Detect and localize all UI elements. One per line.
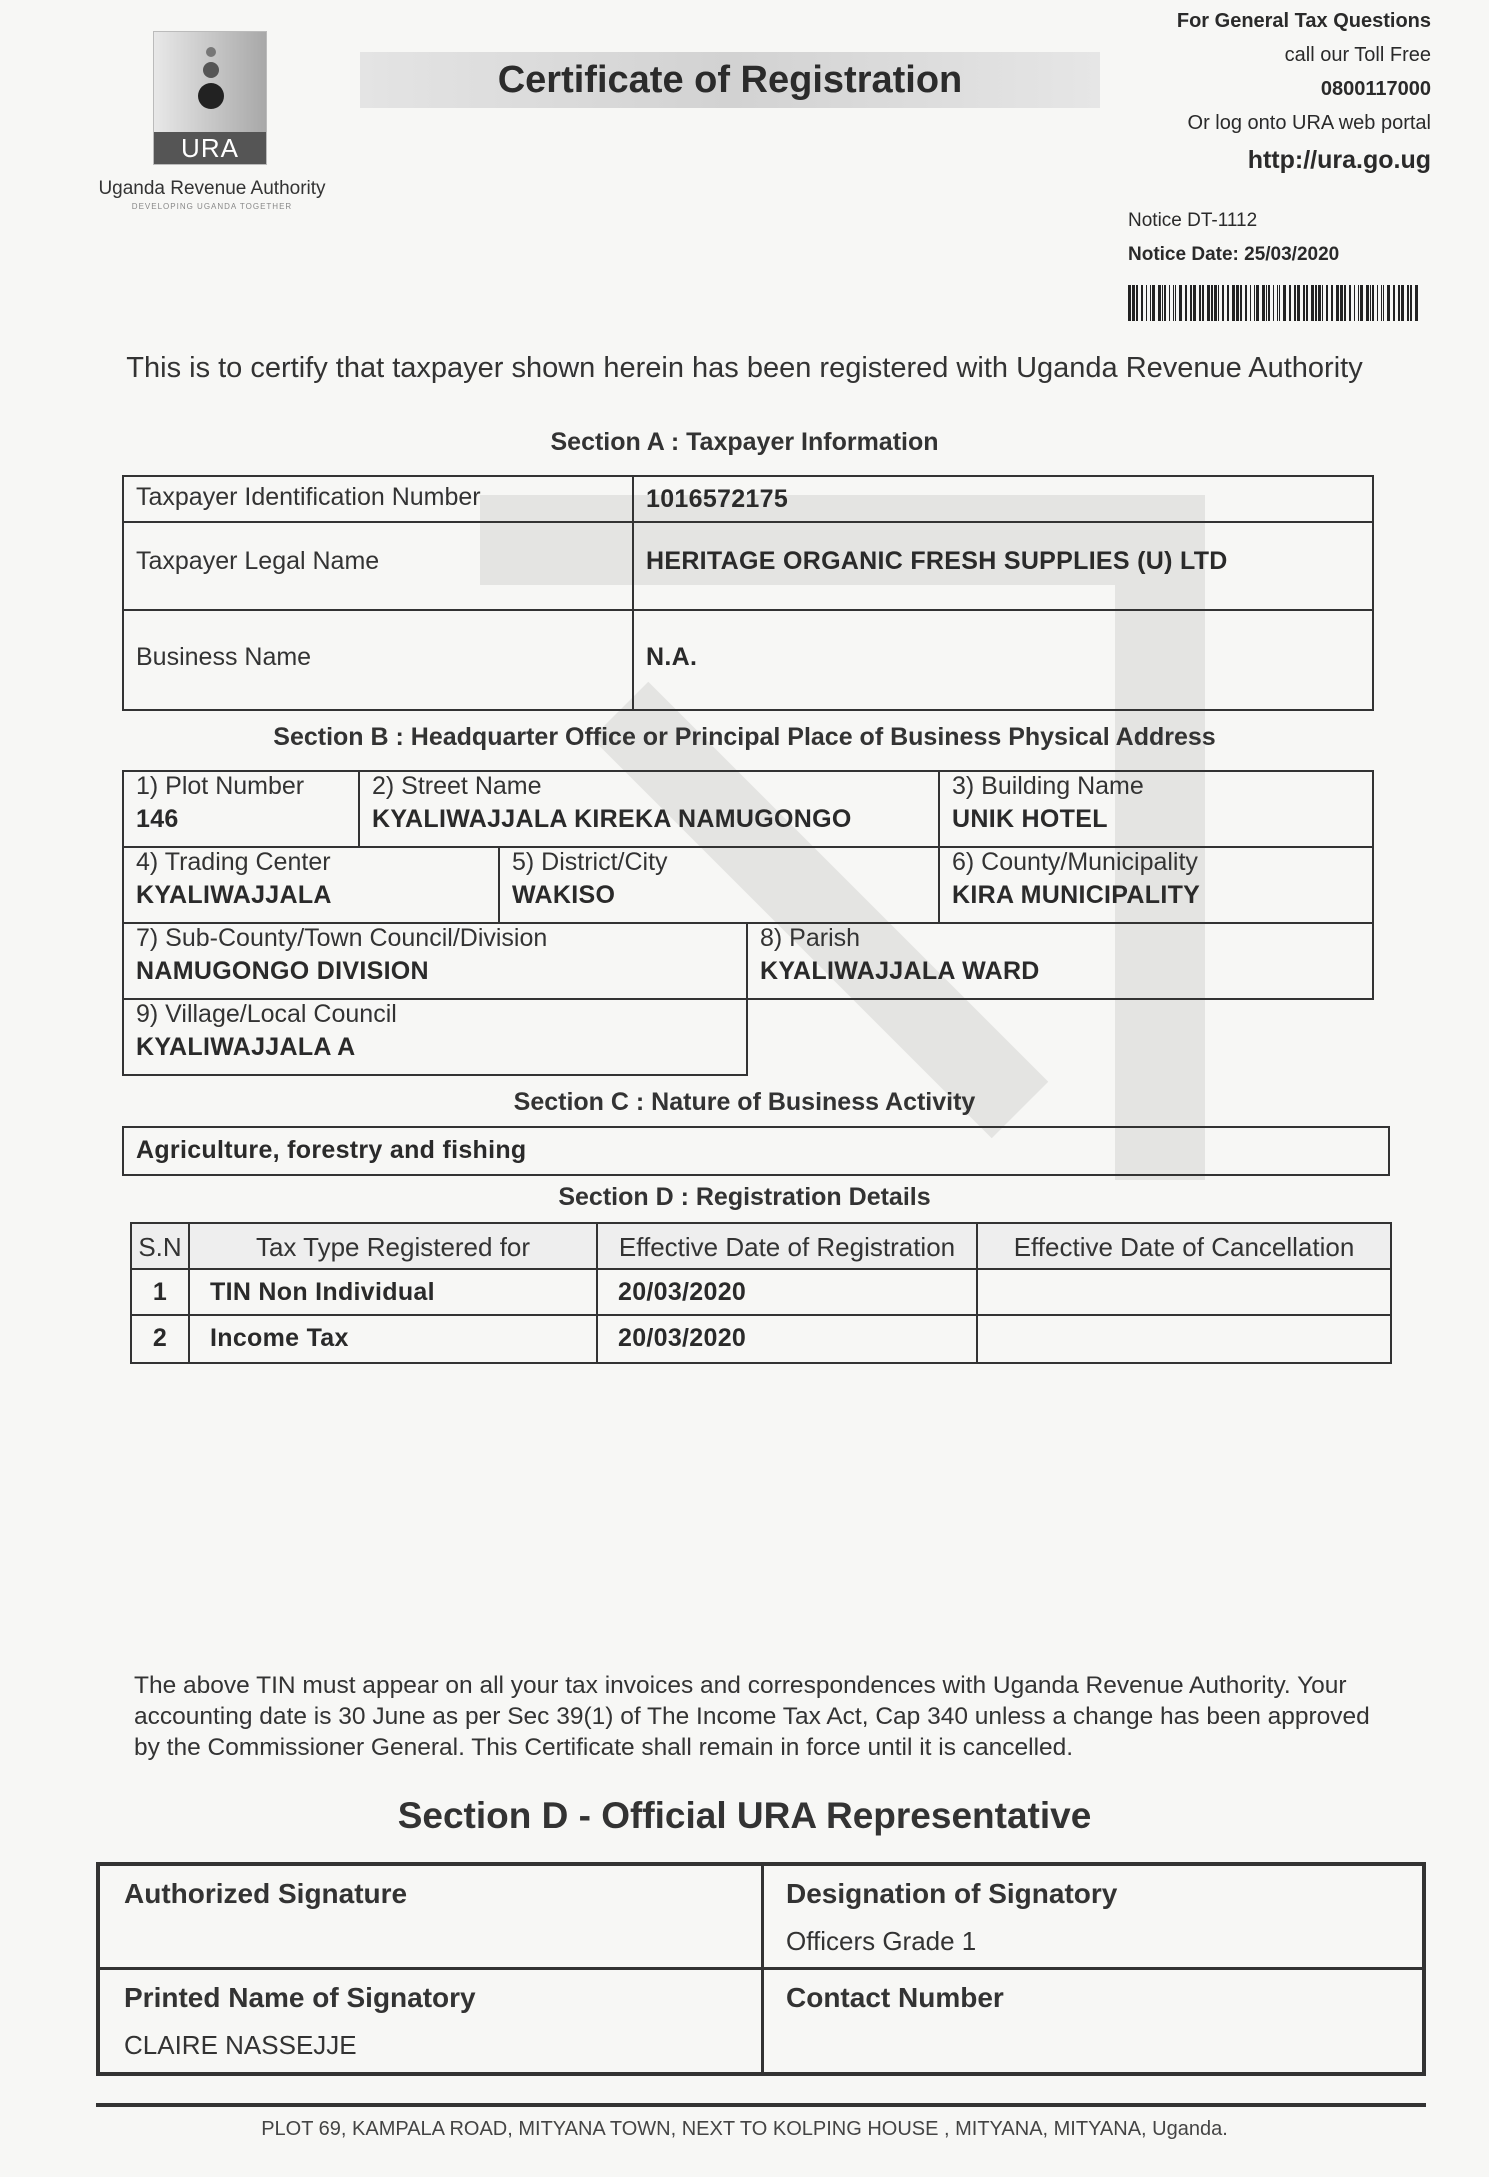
designation-value: Officers Grade 1 — [786, 1926, 977, 1956]
barcode-bar — [1207, 285, 1210, 321]
barcode-bar — [1322, 285, 1323, 321]
header-tax-type: Tax Type Registered for — [255, 1232, 531, 1262]
printed-name-value: CLAIRE NASSEJJE — [124, 2030, 357, 2060]
address-field-sub-county — [122, 922, 748, 1000]
tax-questions-text: For General Tax Questions — [1176, 10, 1431, 32]
row-tax-type: TIN Non Individual — [210, 1278, 435, 1306]
notice-block — [1128, 210, 1339, 266]
toll-free-label: call our Toll Free — [1284, 44, 1431, 66]
field-value: UNIK HOTEL — [952, 805, 1108, 833]
barcode-bar — [1297, 285, 1300, 321]
section-a-label-cell — [122, 475, 634, 523]
barcode-bar — [1240, 285, 1242, 321]
address-field-building — [938, 770, 1374, 848]
barcode-bar — [1331, 285, 1333, 321]
section-d-title: Section D : Registration Details — [558, 1183, 931, 1211]
notice-number: Notice DT-1112 — [1128, 210, 1258, 231]
field-label: 2) Street Name — [372, 772, 542, 800]
address-field-district — [498, 846, 940, 924]
barcode-bar — [1372, 285, 1374, 321]
header-sn: S.N — [138, 1232, 182, 1262]
barcode-bar — [1415, 285, 1418, 321]
barcode-bar — [1398, 285, 1400, 321]
tin-label: Taxpayer Identification Number — [136, 483, 481, 511]
barcode-bar — [1232, 285, 1235, 321]
field-label: 7) Sub-County/Town Council/Division — [136, 924, 548, 952]
barcode-bar — [1128, 285, 1131, 321]
table-row — [976, 1314, 1392, 1364]
business-name-label: Business Name — [136, 643, 312, 671]
printed-name-label: Printed Name of Signatory — [124, 1982, 476, 2013]
barcode-bar — [1162, 285, 1163, 321]
table-header-cell — [188, 1222, 598, 1270]
certify-statement: This is to certify that taxpayer shown herein has been registered with Uganda Revenue Authority — [126, 352, 1363, 384]
portal-url[interactable]: http://ura.go.ug — [1247, 146, 1431, 174]
barcode-bar — [1344, 285, 1346, 321]
representative-box — [96, 1862, 1426, 2076]
barcode-bar — [1202, 285, 1204, 321]
barcode-bar — [1306, 285, 1308, 321]
barcode-bar — [1410, 285, 1412, 321]
row-reg-date: 20/03/2020 — [618, 1278, 747, 1306]
row-cancel-date — [978, 1316, 1390, 1328]
field-label: 4) Trading Center — [136, 848, 331, 876]
table-row — [188, 1314, 598, 1364]
barcode-bar — [1179, 285, 1182, 321]
barcode-bar — [1273, 285, 1274, 321]
barcode-bar — [1169, 285, 1170, 321]
barcode-bar — [1158, 285, 1161, 321]
barcode-bar — [1141, 285, 1143, 321]
legal-name-label: Taxpayer Legal Name — [136, 547, 380, 575]
row-reg-date: 20/03/2020 — [618, 1324, 747, 1352]
row-sn: 1 — [152, 1278, 168, 1306]
barcode-bar — [1366, 285, 1369, 321]
section-a-value-cell — [632, 475, 1374, 523]
field-value: KIRA MUNICIPALITY — [952, 881, 1201, 909]
barcode-bar — [1199, 285, 1201, 321]
table-row — [130, 1268, 190, 1316]
footer-address: PLOT 69, KAMPALA ROAD, MITYANA TOWN, NEXT TO KOLPING HOUSE , MITYANA, MITYANA, Uganda. — [261, 2118, 1228, 2140]
barcode-bar — [1190, 285, 1192, 321]
barcode-bar — [1245, 285, 1247, 321]
legal-name-value: HERITAGE ORGANIC FRESH SUPPLIES (U) LTD — [646, 547, 1228, 575]
barcode-bar — [1150, 285, 1151, 321]
section-b-title: Section B : Headquarter Office or Principal Place of Business Physical Address — [273, 723, 1216, 751]
table-row — [130, 1314, 190, 1364]
divider — [100, 1967, 1422, 1970]
barcode-bar — [1393, 285, 1395, 321]
barcode-bar — [1254, 285, 1255, 321]
barcode-bar — [1360, 285, 1363, 321]
barcode-bar — [1250, 285, 1251, 321]
barcode-bar — [1262, 285, 1265, 321]
footer-rule — [96, 2103, 1426, 2107]
field-value: 146 — [136, 805, 179, 833]
barcode-bar — [1303, 285, 1305, 321]
portal-label: Or log onto URA web portal — [1187, 112, 1431, 134]
barcode-bar — [1256, 285, 1259, 321]
business-activity-cell — [122, 1126, 1390, 1176]
table-row — [976, 1268, 1392, 1316]
barcode-icon — [1128, 285, 1418, 321]
table-row — [596, 1314, 978, 1364]
section-a-title: Section A : Taxpayer Information — [550, 428, 939, 456]
org-name: Uganda Revenue Authority — [98, 178, 326, 199]
address-field-county — [938, 846, 1374, 924]
barcode-bar — [1401, 285, 1404, 321]
barcode-bar — [1326, 285, 1328, 321]
barcode-bar — [1218, 285, 1219, 321]
section-a-label-cell — [122, 609, 634, 711]
field-value: KYALIWAJJALA KIREKA NAMUGONGO — [372, 805, 852, 833]
barcode-bar — [1387, 285, 1390, 321]
org-tagline: DEVELOPING UGANDA TOGETHER — [131, 202, 293, 211]
contact-number-label: Contact Number — [786, 1982, 1004, 2013]
field-label: 9) Village/Local Council — [136, 1000, 397, 1028]
row-sn: 2 — [152, 1324, 168, 1352]
authorized-signature-label: Authorized Signature — [124, 1878, 408, 1909]
business-activity-value: Agriculture, forestry and fishing — [136, 1136, 527, 1164]
barcode-bar — [1381, 285, 1382, 321]
barcode-bar — [1173, 285, 1174, 321]
toll-free-number: 0800117000 — [1320, 78, 1431, 100]
tin-notes: The above TIN must appear on all your tax invoices and correspondences with Uganda Revenue Authority. Your accounting date is 30 June as per Sec 39(1) of The Income Tax Act, Cap 340 unless a change has been approved by the Commissioner General. This Certificate shall remain in force until it is cancelled. — [134, 1672, 1370, 1761]
barcode-bar — [1185, 285, 1187, 321]
address-field-plot — [122, 770, 360, 848]
barcode-bar — [1370, 285, 1371, 321]
row-cancel-date — [978, 1270, 1390, 1282]
business-name-value: N.A. — [646, 643, 698, 671]
barcode-bar — [1318, 285, 1321, 321]
barcode-bar — [1283, 285, 1286, 321]
barcode-bar — [1377, 285, 1378, 321]
barcode-bar — [1214, 285, 1217, 321]
table-header-cell — [976, 1222, 1392, 1270]
section-a-value-cell — [632, 521, 1374, 611]
header-cancel-date: Effective Date of Cancellation — [1013, 1232, 1355, 1262]
barcode-bar — [1211, 285, 1213, 321]
field-label: 3) Building Name — [952, 772, 1144, 800]
barcode-bar — [1279, 285, 1280, 321]
barcode-bar — [1152, 285, 1155, 321]
address-field-street — [358, 770, 940, 848]
designation-label: Designation of Signatory — [786, 1878, 1118, 1909]
section-a-label-cell — [122, 521, 634, 611]
ura-logo — [62, 28, 362, 218]
row-tax-type: Income Tax — [210, 1324, 349, 1352]
barcode-bar — [1311, 285, 1314, 321]
field-label: 8) Parish — [760, 924, 861, 952]
barcode-bar — [1164, 285, 1166, 321]
barcode-bar — [1146, 285, 1147, 321]
table-header-cell — [596, 1222, 978, 1270]
barcode-bar — [1136, 285, 1138, 321]
field-label: 5) District/City — [512, 848, 668, 876]
table-row — [188, 1268, 598, 1316]
barcode-bar — [1358, 285, 1359, 321]
barcode-bar — [1175, 285, 1176, 321]
barcode-bar — [1222, 285, 1224, 321]
page-title: Certificate of Registration — [497, 59, 963, 101]
field-value: KYALIWAJJALA WARD — [760, 957, 1040, 985]
table-header-cell — [130, 1222, 190, 1270]
header-reg-date: Effective Date of Registration — [618, 1232, 956, 1262]
notice-date: Notice Date: 25/03/2020 — [1128, 244, 1340, 265]
barcode-bar — [1193, 285, 1196, 321]
barcode-bar — [1315, 285, 1317, 321]
barcode-bar — [1268, 285, 1270, 321]
title-band — [360, 52, 1100, 108]
barcode-bar — [1294, 285, 1296, 321]
barcode-bar — [1383, 285, 1384, 321]
barcode-bar — [1340, 285, 1343, 321]
barcode-bar — [1407, 285, 1409, 321]
section-c-title: Section C : Nature of Business Activity — [513, 1088, 976, 1116]
barcode-bar — [1236, 285, 1239, 321]
field-label: 6) County/Municipality — [952, 848, 1198, 876]
barcode-bar — [1354, 285, 1355, 321]
representative-title: Section D - Official URA Representative — [397, 1795, 1092, 1836]
field-value: KYALIWAJJALA — [136, 881, 332, 909]
barcode-bar — [1266, 285, 1267, 321]
address-field-parish — [746, 922, 1374, 1000]
barcode-bar — [1227, 285, 1229, 321]
barcode-bar — [1289, 285, 1291, 321]
section-a-value-cell — [632, 609, 1374, 711]
logo-text: URA — [181, 133, 239, 163]
field-value: KYALIWAJJALA A — [136, 1033, 356, 1061]
barcode-bar — [1336, 285, 1339, 321]
barcode-bar — [1349, 285, 1351, 321]
barcode-bar — [1277, 285, 1278, 321]
field-label: 1) Plot Number — [136, 772, 305, 800]
barcode-bar — [1132, 285, 1135, 321]
tin-value: 1016572175 — [646, 485, 789, 513]
field-value: WAKISO — [512, 881, 616, 909]
address-field-trading-center — [122, 846, 500, 924]
field-value: NAMUGONGO DIVISION — [136, 957, 429, 985]
table-row — [596, 1268, 978, 1316]
address-field-village — [122, 998, 748, 1076]
